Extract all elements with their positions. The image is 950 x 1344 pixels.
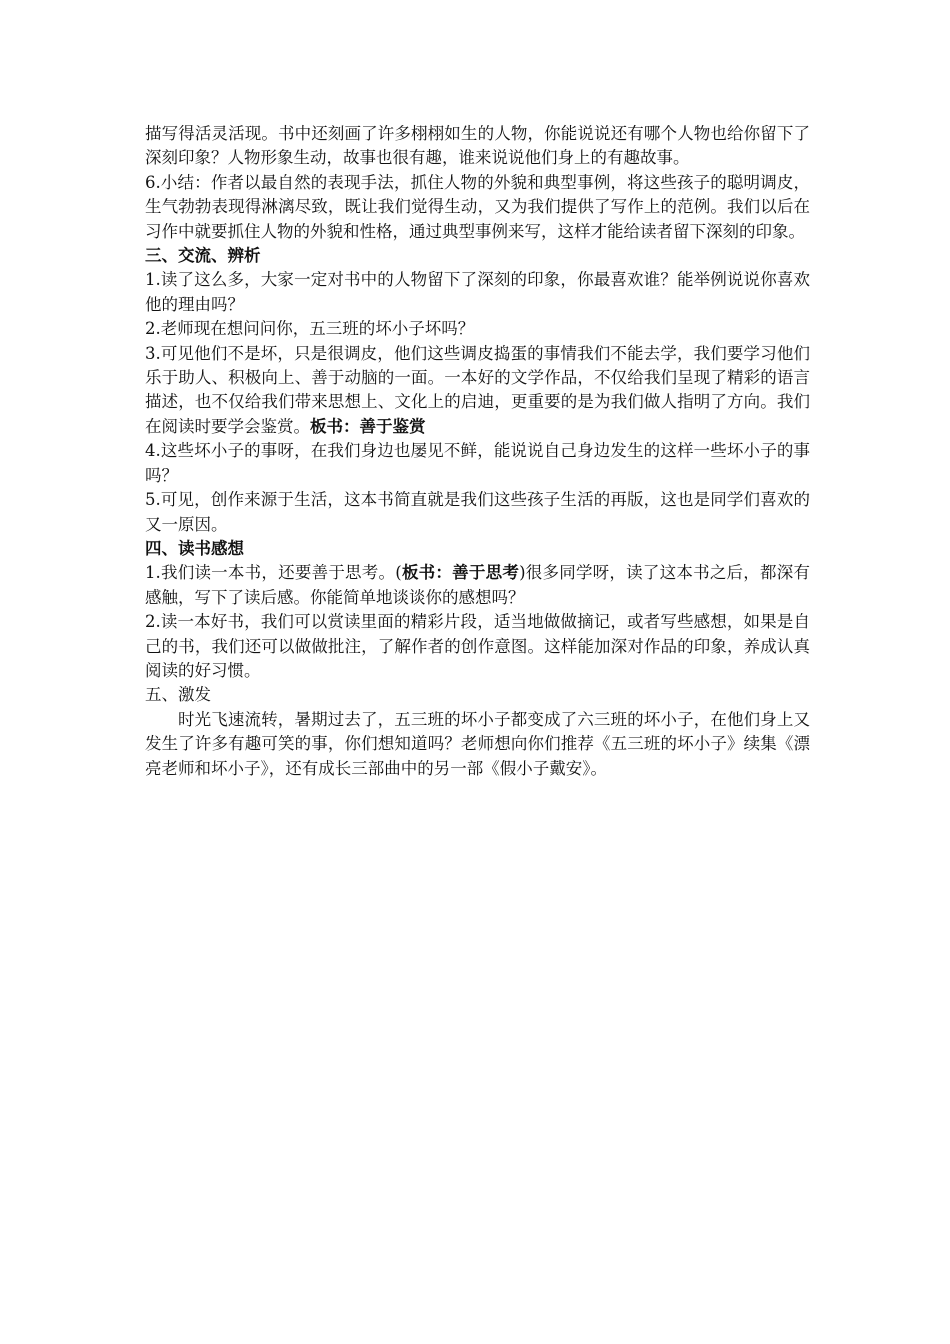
board-note-appreciate: 板书：善于鉴赏 [310, 416, 426, 436]
section-heading-reflections: 四、读书感想 [145, 538, 244, 558]
section4-item-1 [145, 561, 810, 610]
paragraph-summary: 6.小结：作者以最自然的表现手法，抓住人物的外貌和典型事例，将这些孩子的聪明调皮，生气勃勃表现得淋漓尽致，既让我们觉得生动，又为我们提供了写作上的范例。我们以后在习作中就要抓住人物的外貌和性格，通过典型事例来写，这样才能给读者留下深刻的印象。 [145, 172, 810, 241]
section4-item-1-text-b: )很多同学呀，读了这本书之后，都深有感触，写下了读后感。你能简单地谈谈你的感想吗？ [145, 563, 810, 607]
section4-item-1-text-a: 1.我们读一本书，还要善于思考。( [145, 563, 402, 583]
section3-item-1: 1.读了这么多，大家一定对书中的人物留下了深刻的印象，你最喜欢谁？能举例说说你喜欢他的理由吗？ [145, 270, 810, 314]
section4-item-2: 2.读一本好书，我们可以赏读里面的精彩片段，适当地做做摘记，或者写些感想，如果是自己的书，我们还可以做做批注，了解作者的创作意图。这样能加深对作品的印象，养成认真阅读的好习惯。 [145, 612, 810, 680]
section3-item-3-text: 3.可见他们不是坏，只是很调皮，他们这些调皮捣蛋的事情我们不能去学，我们要学习他们乐于助人、积极向上、善于动脑的一面。一本好的文学作品，不仅给我们呈现了精彩的语言描述，也不仅给我们带来思想上、文化上的启迪，更重要的是为我们做人指明了方向。我们在阅读时要学会鉴赏。 [145, 343, 810, 436]
board-note-think: 板书：善于思考 [401, 563, 520, 583]
section-heading-inspire: 五、激发 [145, 685, 211, 705]
section3-item-3 [145, 342, 810, 440]
paragraph-continuation: 描写得活灵活现。书中还刻画了许多栩栩如生的人物，你能说说还有哪个人物也给你留下了深刻印象？人物形象生动，故事也很有趣，谁来说说他们身上的有趣故事。 [145, 124, 810, 168]
section5-paragraph: 时光飞速流转，暑期过去了，五三班的坏小子都变成了六三班的坏小子，在他们身上又发生了许多有趣可笑的事，你们想知道吗？老师想向你们推荐《五三班的坏小子》续集《漂亮老师和坏小子》，还有成长三部曲中的另一部《假小子戴安》。 [145, 709, 810, 778]
document-page [145, 122, 810, 781]
section-heading-exchange: 三、交流、辨析 [145, 246, 261, 266]
section3-item-2: 2.老师现在想问问你，五三班的坏小子坏吗？ [145, 319, 475, 339]
section3-item-5: 5.可见，创作来源于生活，这本书简直就是我们这些孩子生活的再版，这也是同学们喜欢的又一原因。 [145, 490, 810, 534]
section3-item-4: 4.这些坏小子的事呀，在我们身边也屡见不鲜，能说说自己身边发生的这样一些坏小子的事吗？ [145, 441, 810, 485]
